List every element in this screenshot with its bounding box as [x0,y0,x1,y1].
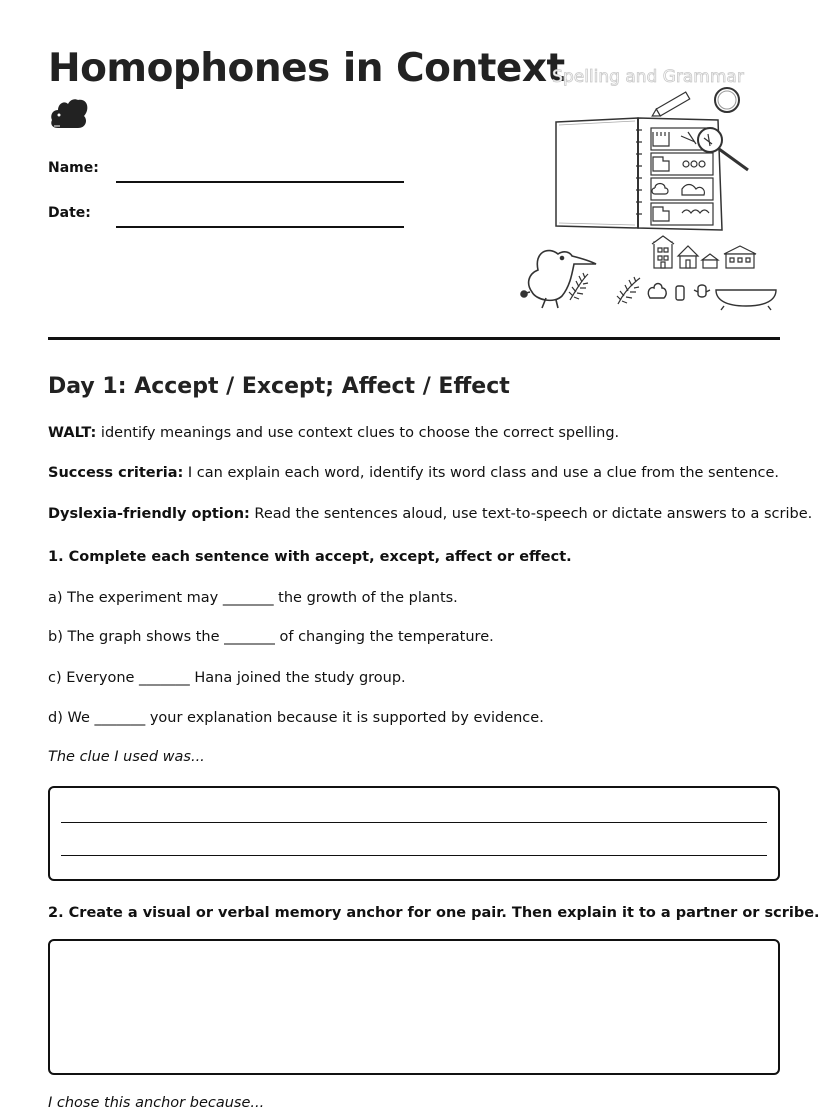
walt-text: identify meanings and use context clues to choose the correct spelling. [96,425,620,441]
clue-answer-box[interactable] [48,786,780,881]
dyslexia-label: Dyslexia-friendly option: [48,506,250,522]
success-text: I can explain each word, identify its word class and use a clue from the sentence. [183,465,780,481]
ring-icon [715,88,739,112]
name-field[interactable] [116,181,404,183]
house-icon [652,236,756,268]
watermark-text: Spelling and Grammar [552,67,744,87]
date-label: Date: [48,205,91,221]
section-heading: Day 1: Accept / Except; Affect / Effect [48,374,510,399]
dyslexia-option-line [48,506,812,522]
header-divider [48,337,780,340]
sentence-a: a) The experiment may _______ the growth of the plants. [48,590,458,606]
writing-line [61,822,767,823]
kiwi-bird-icon [521,251,596,308]
walt-line [48,425,619,441]
sentence-b: b) The graph shows the _______ of changing the temperature. [48,629,494,645]
dyslexia-text: Read the sentences aloud, use text-to-speech or dictate answers to a scribe. [249,506,813,522]
date-field[interactable] [116,226,404,228]
anchor-reason-prompt: I chose this anchor because... [48,1095,265,1111]
question-1-prompt: 1. Complete each sentence with accept, except, affect or effect. [48,549,572,565]
success-label: Success criteria: [48,465,184,481]
question-2-prompt: 2. Create a visual or verbal memory anchor for one pair. Then explain it to a partner or scribe. [48,905,820,921]
walt-label: WALT: [48,425,97,441]
memory-anchor-box[interactable] [48,939,780,1075]
name-label: Name: [48,160,99,176]
bathtub-icon [648,284,776,311]
clue-prompt: The clue I used was... [48,749,205,765]
sentence-c: c) Everyone _______ Hana joined the study group. [48,670,406,686]
writing-line [61,855,767,856]
notebook-illustration [518,60,780,312]
page-title: Homophones in Context [48,46,565,91]
pencil-icon [650,92,690,119]
fern-icon [617,277,640,304]
sentence-d: d) We _______ your explanation because it is supported by evidence. [48,710,544,726]
success-criteria-line [48,465,779,481]
squirrel-icon [48,96,90,130]
